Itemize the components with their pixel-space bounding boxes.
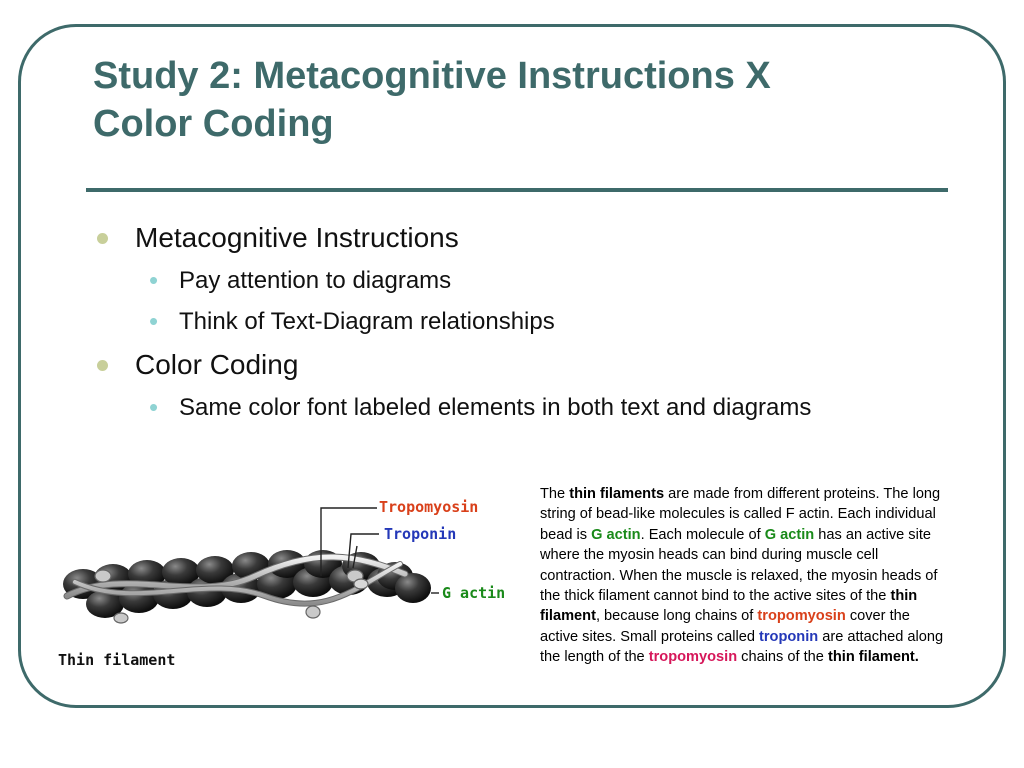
- title-divider: [86, 188, 948, 192]
- subbullet-dot: •: [149, 392, 159, 422]
- subbullet-relationships: [149, 306, 555, 336]
- g-actin-label: G actin: [442, 584, 506, 602]
- para-segment: chains of the: [737, 649, 828, 666]
- thin-filament-caption: Thin filament: [58, 651, 176, 669]
- para-segment: are attached along the length of the: [540, 628, 944, 666]
- subbullet-same-color: [149, 392, 812, 422]
- subbullet-dot: •: [149, 306, 159, 336]
- para-segment: are made from different proteins. The long string of bead-like molecules is called F actin. Each individual bead is: [540, 486, 941, 543]
- title-line-1: Study 2: Metacognitive Instructions X: [93, 55, 771, 97]
- bullet-dot: [97, 360, 108, 371]
- troponin-term: troponin: [759, 628, 819, 645]
- subbullet-text: Same color font labeled elements in both text and diagrams: [179, 394, 812, 421]
- tropomyosin-term: tropomyosin: [648, 649, 738, 666]
- bullet-metacognitive: [135, 222, 459, 254]
- para-segment-bold: thin filaments: [569, 486, 665, 502]
- para-segment: , because long chains of: [595, 608, 758, 625]
- para-segment: The: [540, 486, 570, 502]
- para-segment: has an active site where the myosin heads can bind during muscle cell contraction. When the muscle is relaxed, the myosin heads of the thick filament cannot bind to the active sites of the: [540, 526, 938, 605]
- title-line-2: Color Coding: [93, 103, 334, 145]
- para-segment-bold: thin filament.: [827, 649, 919, 666]
- tropomyosin-term: tropomyosin: [757, 608, 846, 625]
- subbullet-text: Think of Text-Diagram relationships: [179, 308, 555, 335]
- thin-filament-diagram: [55, 484, 525, 684]
- para-segment-bold: thin filament: [540, 588, 918, 625]
- bullet-color-coding: [135, 349, 298, 381]
- thin-filament-paragraph: [540, 484, 952, 668]
- bullet-text: Color Coding: [135, 349, 299, 380]
- slide-title: [93, 52, 963, 148]
- g-actin-term: G actin: [764, 526, 815, 543]
- g-actin-term: G actin: [591, 526, 641, 543]
- bullet-dot: [97, 233, 108, 244]
- bullet-text: Metacognitive Instructions: [135, 222, 459, 253]
- para-segment: cover the active sites. Small proteins called: [540, 608, 910, 645]
- subbullet-diagrams: [149, 265, 452, 295]
- subbullet-text: Pay attention to diagrams: [179, 267, 452, 294]
- tropomyosin-label: Tropomyosin: [379, 498, 479, 516]
- para-segment: . Each molecule of: [640, 526, 765, 543]
- troponin-label: Troponin: [384, 525, 457, 543]
- subbullet-dot: •: [149, 265, 159, 295]
